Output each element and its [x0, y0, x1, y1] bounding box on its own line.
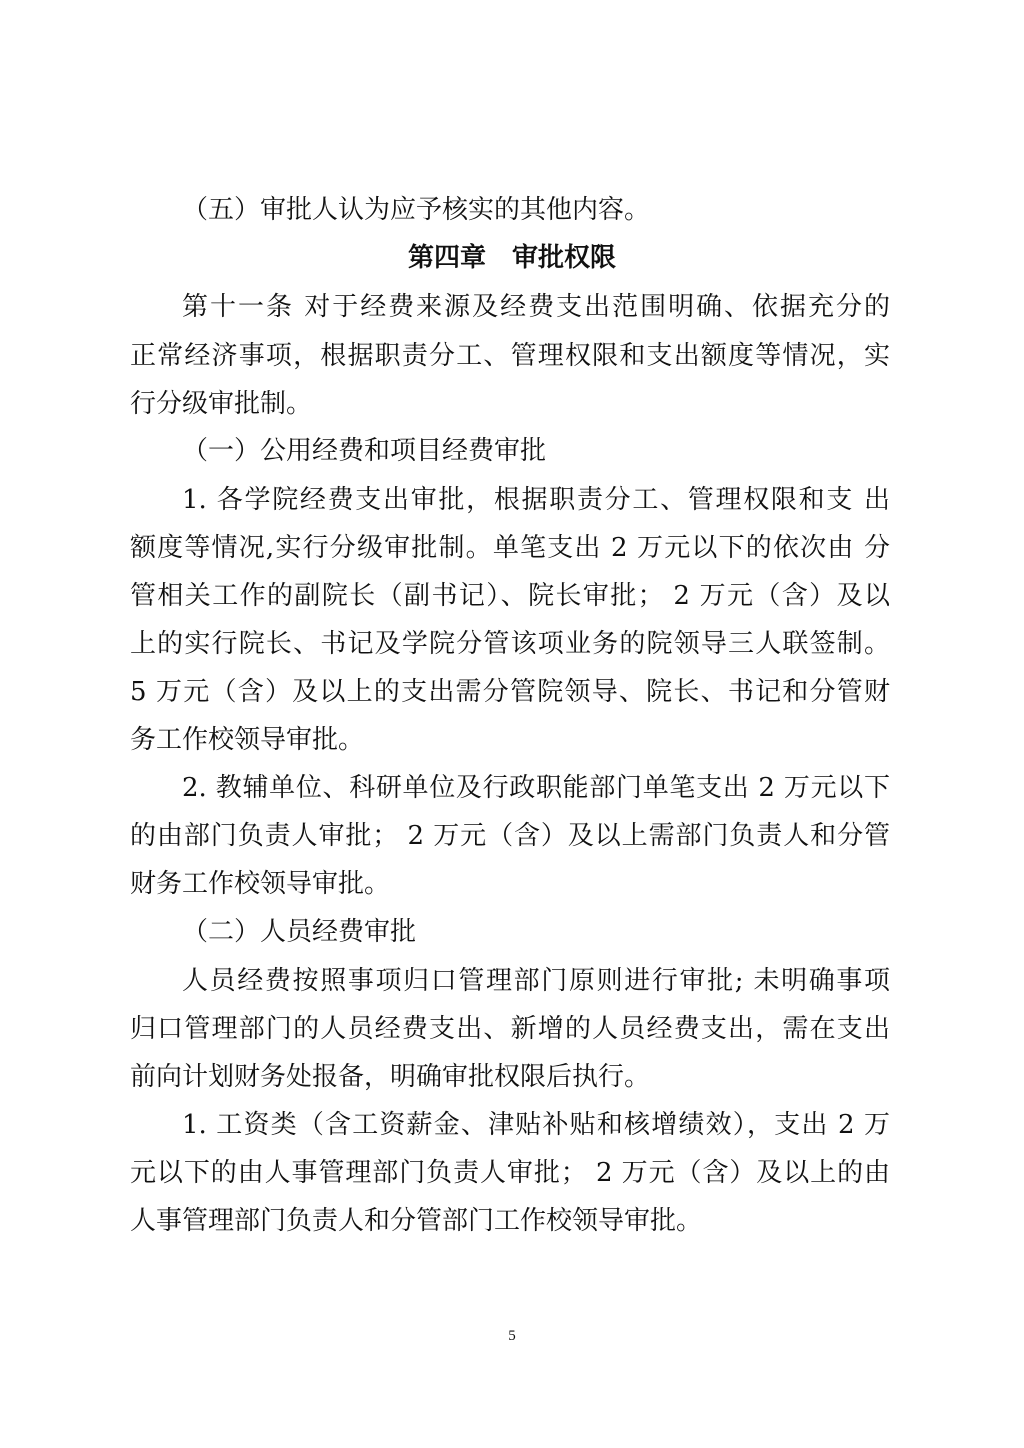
- clause-1-line-6: 务工作校领导审批。: [130, 725, 365, 755]
- section-one-heading: （一）公用经费和项目经费审批: [182, 436, 547, 466]
- clause-1-line-5: 5 万元（含）及以上的支出需分管院领导、院长、书记和分管财: [130, 677, 890, 707]
- salary-clause-line-1: 1. 工资类（含工资薪金、津贴补贴和核增绩效），支出 2 万: [182, 1110, 890, 1140]
- article-eleven-line-2: 正常经济事项，根据职责分工、管理权限和支出额度等情况，实: [130, 341, 890, 371]
- personnel-paragraph-line-2: 归口管理部门的人员经费支出、新增的人员经费支出，需在支出: [130, 1014, 890, 1044]
- clause-2-line-3: 财务工作校领导审批。: [130, 869, 391, 899]
- clause-2-line-2: 的由部门负责人审批； 2 万元（含）及以上需部门负责人和分管: [130, 821, 890, 851]
- clause-2-line-1: 2. 教辅单位、科研单位及行政职能部门单笔支出 2 万元以下: [182, 773, 890, 803]
- clause-1-line-2: 额度等情况,实行分级审批制。单笔支出 2 万元以下的依次由 分: [130, 533, 890, 563]
- clause-1-line-3: 管相关工作的副院长（副书记）、院长审批； 2 万元（含）及以: [130, 581, 890, 611]
- chapter-heading: 第四章 审批权限: [407, 243, 616, 273]
- clause-1-line-1: 1. 各学院经费支出审批，根据职责分工、管理权限和支 出: [182, 485, 890, 515]
- clause-1-line-4: 上的实行院长、书记及学院分管该项业务的院领导三人联签制。: [130, 629, 890, 659]
- page-number: 5: [508, 1328, 516, 1344]
- item-five: （五）审批人认为应予核实的其他内容。: [182, 195, 651, 225]
- personnel-paragraph-line-3: 前向计划财务处报备，明确审批权限后执行。: [130, 1062, 651, 1092]
- salary-clause-line-2: 元以下的由人事管理部门负责人审批； 2 万元（含）及以上的由: [130, 1158, 890, 1188]
- section-two-heading: （二）人员经费审批: [182, 917, 417, 947]
- article-eleven-line-3: 行分级审批制。: [130, 389, 313, 419]
- salary-clause-line-3: 人事管理部门负责人和分管部门工作校领导审批。: [130, 1206, 703, 1236]
- article-eleven-line-1: 第十一条 对于经费来源及经费支出范围明确、依据充分的: [182, 292, 890, 322]
- personnel-paragraph-line-1: 人员经费按照事项归口管理部门原则进行审批; 未明确事项: [182, 966, 890, 996]
